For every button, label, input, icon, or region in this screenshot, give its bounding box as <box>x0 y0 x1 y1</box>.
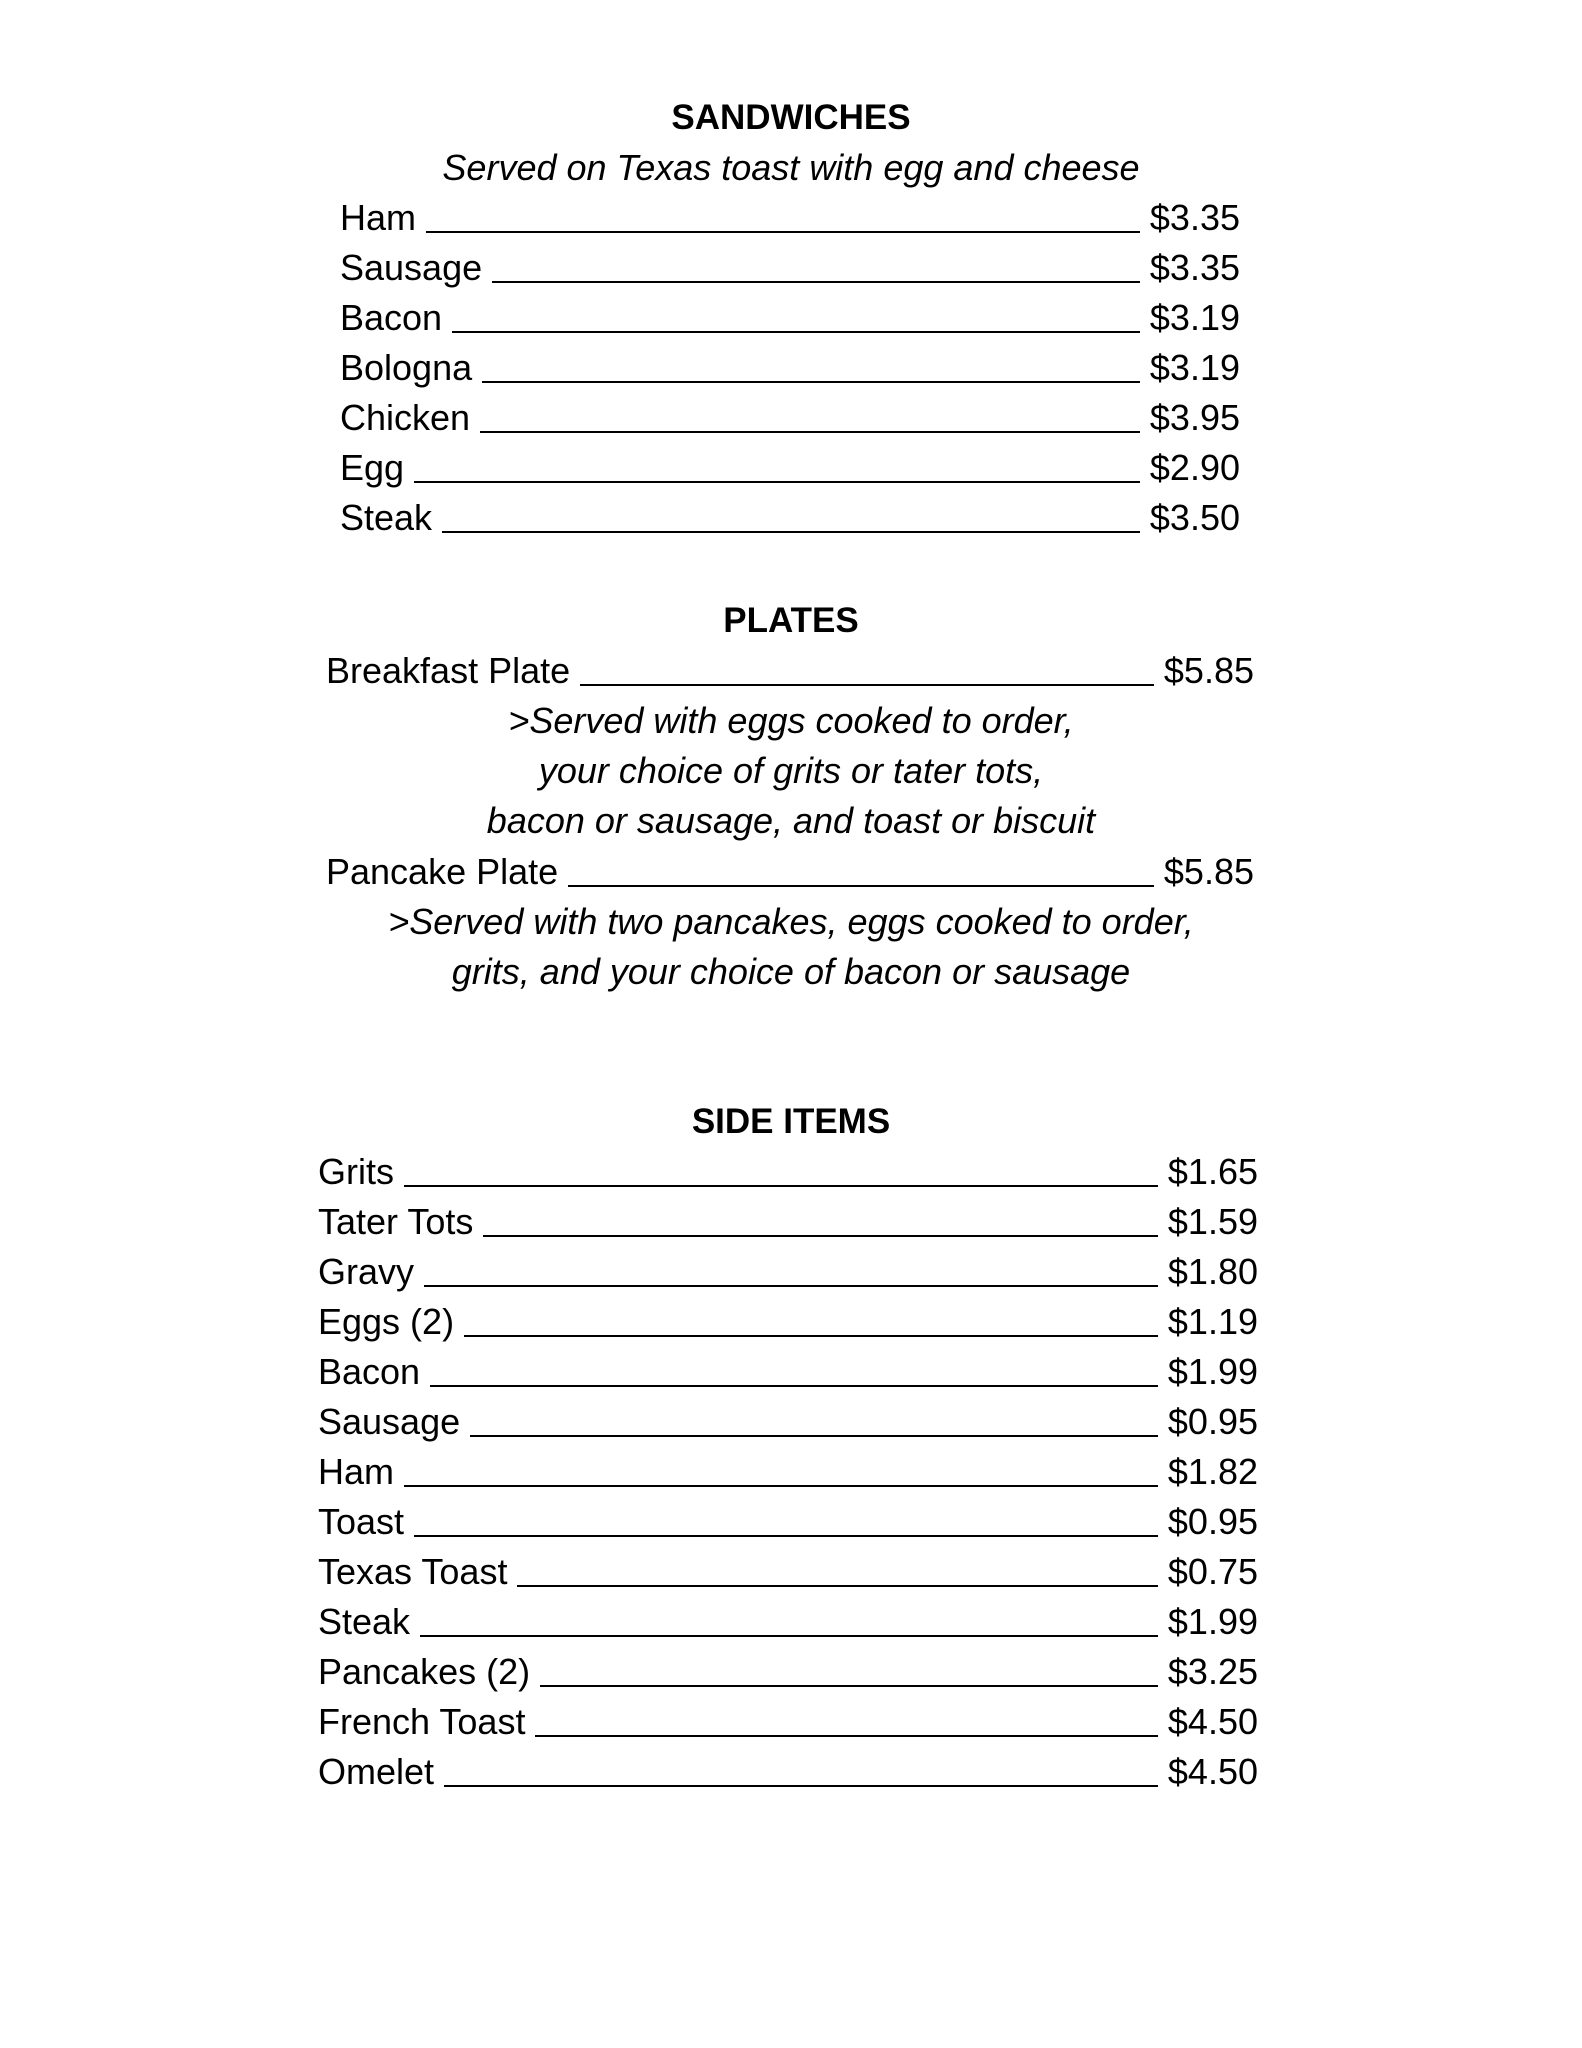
item-price: $1.19 <box>1167 1301 1258 1342</box>
item-name: Steak <box>318 1601 411 1642</box>
side-items-heading: SIDE ITEMS <box>691 1102 891 1141</box>
menu-item-side-eggs <box>318 1297 1258 1347</box>
menu-item-sandwich-steak <box>340 493 1240 543</box>
leader-line <box>540 1685 1158 1687</box>
menu-item-side-steak <box>318 1597 1258 1647</box>
item-price: $4.50 <box>1167 1751 1258 1792</box>
item-price: $0.75 <box>1167 1551 1258 1592</box>
menu-item-side-french-toast <box>318 1697 1258 1747</box>
menu-item-side-pancakes <box>318 1647 1258 1697</box>
item-name: Tater Tots <box>318 1201 474 1242</box>
item-price: $1.82 <box>1167 1451 1258 1492</box>
breakfast-plate-note: >Served with eggs cooked to order, <box>508 700 1074 741</box>
menu-item-side-grits <box>318 1147 1258 1197</box>
leader-line <box>444 1785 1158 1787</box>
item-price: $0.95 <box>1167 1401 1258 1442</box>
item-name: Egg <box>340 447 405 488</box>
breakfast-plate-note: bacon or sausage, and toast or biscuit <box>486 800 1096 841</box>
leader-line <box>535 1735 1157 1737</box>
leader-line <box>442 531 1140 533</box>
item-name: Sausage <box>318 1401 461 1442</box>
leader-line <box>568 885 1154 887</box>
item-name: Sausage <box>340 247 483 288</box>
item-name: Bacon <box>318 1351 421 1392</box>
leader-line <box>424 1285 1158 1287</box>
item-name: French Toast <box>318 1701 526 1742</box>
leader-line <box>483 1235 1157 1237</box>
menu-item-side-omelet <box>318 1747 1258 1797</box>
menu-item-sandwich-egg <box>340 443 1240 493</box>
menu-item-breakfast-plate <box>326 646 1254 696</box>
item-name: Gravy <box>318 1251 415 1292</box>
item-name: Eggs (2) <box>318 1301 455 1342</box>
menu-item-side-toast <box>318 1497 1258 1547</box>
sandwiches-note: Served on Texas toast with egg and cheese <box>442 147 1140 188</box>
leader-line <box>452 331 1140 333</box>
item-price: $0.95 <box>1167 1501 1258 1542</box>
menu-item-side-bacon <box>318 1347 1258 1397</box>
item-name: Breakfast Plate <box>326 650 571 691</box>
leader-line <box>420 1635 1158 1637</box>
menu-item-sandwich-bologna <box>340 343 1240 393</box>
item-name: Pancakes (2) <box>318 1651 531 1692</box>
menu-item-sandwich-bacon <box>340 293 1240 343</box>
item-price: $3.25 <box>1167 1651 1258 1692</box>
menu-item-side-tater-tots <box>318 1197 1258 1247</box>
leader-line <box>430 1385 1158 1387</box>
menu-item-sandwich-ham <box>340 193 1240 243</box>
item-price: $1.99 <box>1167 1601 1258 1642</box>
menu-item-side-gravy <box>318 1247 1258 1297</box>
item-price: $3.35 <box>1149 197 1240 238</box>
item-name: Steak <box>340 497 433 538</box>
leader-line <box>414 1535 1158 1537</box>
item-price: $3.19 <box>1149 347 1240 388</box>
item-name: Grits <box>318 1151 394 1192</box>
menu-item-side-sausage <box>318 1397 1258 1447</box>
item-price: $3.35 <box>1149 247 1240 288</box>
item-price: $1.59 <box>1167 1201 1258 1242</box>
leader-line <box>464 1335 1158 1337</box>
leader-line <box>404 1485 1158 1487</box>
pancake-plate-note: grits, and your choice of bacon or sausage <box>451 951 1131 992</box>
menu-item-sandwich-chicken <box>340 393 1240 443</box>
pancake-plate-note: >Served with two pancakes, eggs cooked to order, <box>388 901 1194 942</box>
item-price: $2.90 <box>1149 447 1240 488</box>
item-name: Omelet <box>318 1751 435 1792</box>
item-name: Bologna <box>340 347 473 388</box>
leader-line <box>492 281 1140 283</box>
item-price: $1.65 <box>1167 1151 1258 1192</box>
leader-line <box>404 1185 1158 1187</box>
item-name: Ham <box>318 1451 395 1492</box>
item-name: Pancake Plate <box>326 851 559 892</box>
item-price: $5.85 <box>1163 851 1254 892</box>
leader-line <box>414 481 1140 483</box>
sandwiches-heading: SANDWICHES <box>671 98 911 137</box>
menu-item-pancake-plate <box>326 847 1254 897</box>
menu-item-side-texas-toast <box>318 1547 1258 1597</box>
item-name: Chicken <box>340 397 471 438</box>
leader-line <box>480 431 1140 433</box>
leader-line <box>580 684 1154 686</box>
item-name: Bacon <box>340 297 443 338</box>
menu-item-side-ham <box>318 1447 1258 1497</box>
item-name: Ham <box>340 197 417 238</box>
item-price: $5.85 <box>1163 650 1254 691</box>
plates-heading: PLATES <box>723 601 859 640</box>
item-price: $3.95 <box>1149 397 1240 438</box>
leader-line <box>470 1435 1158 1437</box>
item-price: $3.50 <box>1149 497 1240 538</box>
leader-line <box>426 231 1140 233</box>
item-price: $4.50 <box>1167 1701 1258 1742</box>
item-name: Texas Toast <box>318 1551 508 1592</box>
item-price: $3.19 <box>1149 297 1240 338</box>
menu-item-sandwich-sausage <box>340 243 1240 293</box>
leader-line <box>517 1585 1157 1587</box>
item-name: Toast <box>318 1501 405 1542</box>
item-price: $1.99 <box>1167 1351 1258 1392</box>
leader-line <box>482 381 1140 383</box>
breakfast-plate-note: your choice of grits or tater tots, <box>538 750 1044 791</box>
item-price: $1.80 <box>1167 1251 1258 1292</box>
